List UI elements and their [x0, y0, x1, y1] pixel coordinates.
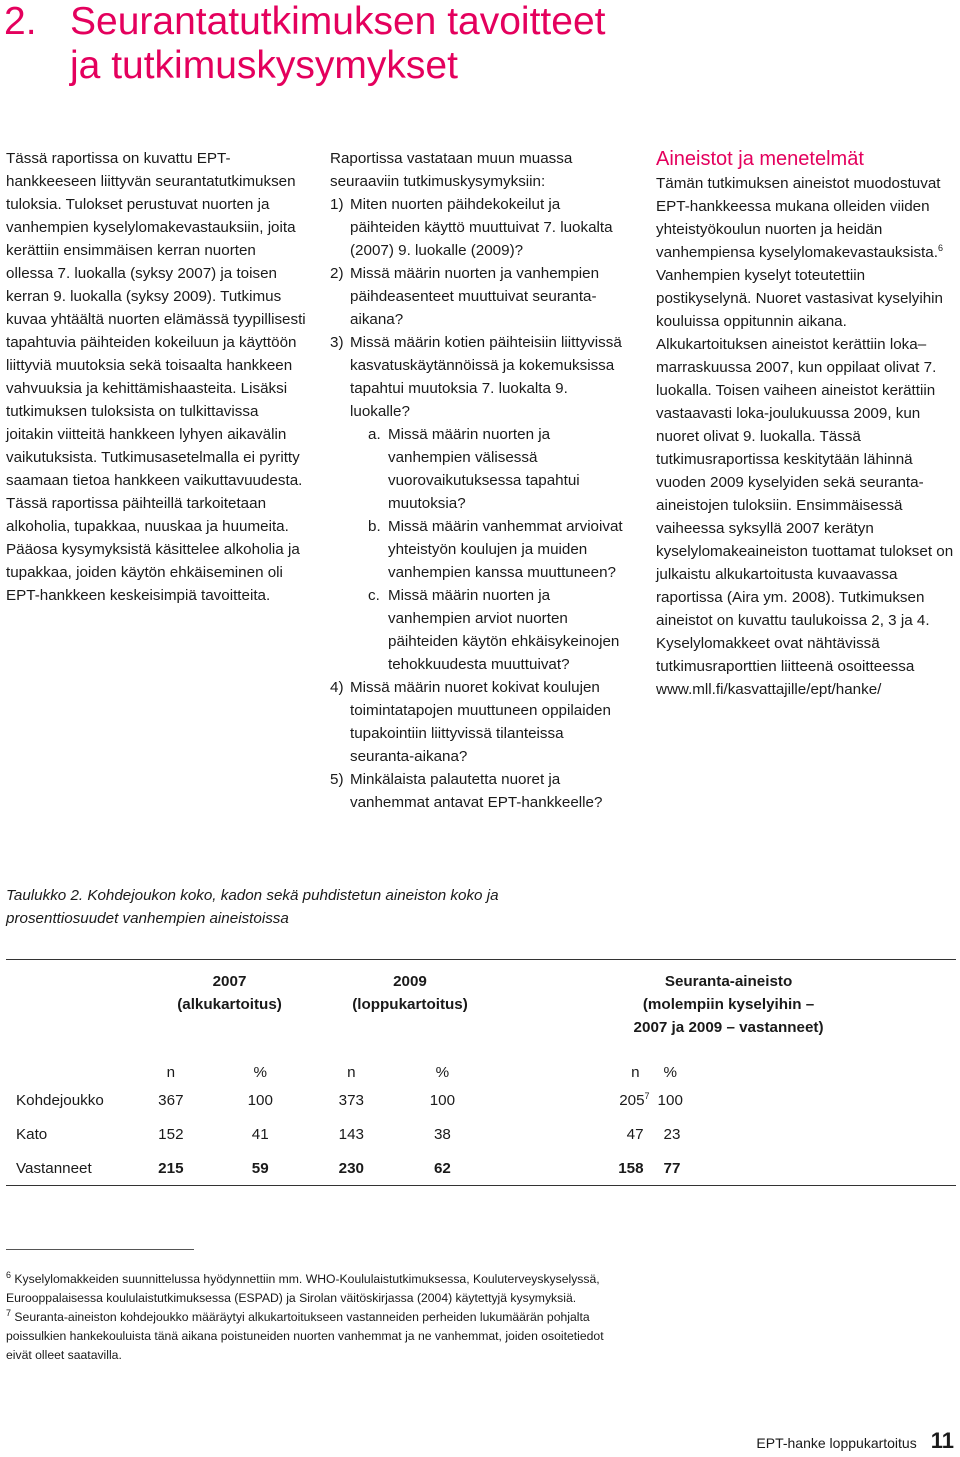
- footnotes: [6, 1270, 626, 1365]
- question-list: [330, 193, 630, 814]
- table-header-row: [6, 960, 956, 1048]
- table-cell: 367: [158, 1091, 184, 1109]
- table-row: [6, 1083, 956, 1117]
- footnote-6: $^6$ Kyselylomakkeiden suunnittelussa hyödynnettiin mm. WHO-Koululaistutkimuksessa, Kouluterveyskyselyssä, Eurooppalaisessa koululaistutkimuksessa (ESPAD) ja Sirolan väitöskirjassa (2004) käytettyjä kysymyksiä.: [6, 1269, 600, 1305]
- question-number: 3): [330, 334, 344, 351]
- methods-text-1: Tämän tutkimuksen aineistot muodostuvat EPT-hankkeessa mukana olleiden viiden yhteistyökoulun nuorten ja heidän vanhempiensa kyselylomakevastauksista.: [656, 175, 941, 261]
- table-subheader: %: [435, 1064, 450, 1081]
- subquestion-item: [350, 584, 630, 676]
- column-intro: [6, 147, 306, 607]
- subquestion-text: Missä määrin nuorten ja vanhempien välisessä vuorovaikutuksessa tapahtui muutoksia?: [388, 426, 580, 512]
- subquestion-item: [350, 515, 630, 584]
- question-item: [330, 331, 630, 676]
- methods-paragraph: [656, 172, 956, 701]
- row-label: Vastanneet: [16, 1159, 92, 1177]
- subquestion-text: Missä määrin vanhemmat arvioivat yhteistyön koulujen ja muiden vanhempien kanssa muuttuneen?: [388, 518, 623, 581]
- table-subheader: %: [663, 1064, 678, 1081]
- chapter-title-line-2: ja tutkimuskysymykset: [70, 44, 458, 87]
- question-item: [330, 768, 630, 814]
- table-subheader: n: [166, 1064, 176, 1081]
- footnote-divider: [6, 1249, 194, 1250]
- subquestion-text: Missä määrin nuorten ja vanhempien arviot nuorten päihteiden käytön ehkäisykeinojen tehokkuudesta muuttuivat?: [388, 587, 620, 673]
- footer-publication-name: EPT-hanke loppukartoitus: [756, 1435, 917, 1451]
- table-cell: 62: [433, 1159, 451, 1177]
- section-heading: Aineistot ja menetelmät: [656, 148, 864, 170]
- question-number: 1): [330, 196, 344, 213]
- table-caption: Taulukko 2. Kohdejoukon koko, kadon sekä puhdistetun aineiston koko ja prosenttiosuudet vanhempien aineistoissa: [6, 887, 499, 927]
- table-cell: 47: [626, 1125, 644, 1143]
- table-cell: 23: [663, 1125, 681, 1143]
- table-header-followup: Seuranta-aineisto (molempiin kyselyihin – 2007 ja 2009 – vastanneet): [633, 973, 824, 1036]
- table-cell: 143: [338, 1125, 364, 1143]
- table-cell: 152: [158, 1125, 184, 1143]
- table-cell: $205^7$: [619, 1090, 650, 1109]
- table-cell: 59: [251, 1159, 269, 1177]
- table-cell: 215: [158, 1159, 184, 1177]
- subquestion-list: [350, 423, 630, 676]
- footnote-7: $^7$ Seuranta-aineiston kohdejoukko määräytyi alkukartoitukseen vastanneiden perheiden lukumäärän pohjalta poissulkien hankekouluista tänä aikana poistuneiden nuorten vanhemmat ja ne vanhemmat, joiden osoitetiedot eivät olleet saatavilla.: [6, 1307, 604, 1362]
- table-subheader-row: [6, 1047, 956, 1083]
- intro-paragraph: Tässä raportissa on kuvattu EPT-hankkeeseen liittyvän seurantatutkimuksen tuloksia. Tulokset perustuvat nuorten ja vanhempien kyselylomakevastauksiin, joita kerättiin ensimmäisen kerran nuorten ollessa 7. luokalla (syksy 2007) ja toisen kerran 9. luokalla (syksy 2009). Tutkimus kuvaa yhtäältä nuorten elämässä tyypillisesti tapahtuvia päihteiden kokeiluun ja käyttöön liittyviä muutoksia sekä toisaalta hankkeen vahvuuksia ja kehittämishaasteita. Lisäksi tutkimuksen tuloksista on tulkittavissa joitakin viitteitä hankkeen lyhyen aikavälin vaikutuksista. Tutkimusasetelmalla ei pyritty saamaan tietoa hankkeen vaikuttavuudesta. Tässä raportissa päihteillä tarkoitetaan alkoholia, tupakkaa, nuuskaa ja huumeita. Pääosa kysymyksistä käsittelee alkoholia ja tupakkaa, joiden käytön ehkäiseminen oli EPT-hankkeen keskeisimpiä tavoitteita.: [6, 150, 306, 604]
- subquestion-item: [350, 423, 630, 515]
- methods-text-2: Vanhempien kyselyt toteutettiin postikyselynä. Nuoret vastasivat kyselyihin kouluissa oppitunnin aikana. Alkukartoituksen aineistot kerättiin loka–marraskuussa 2007, kun oppilaat olivat 7. luokalla. Toisen vaiheen aineistot kerättiin vastaavasti loka-joulukuussa 2009, kun nuoret olivat 9. luokalla. Tässä tutkimusraportissa keskitytään lähinnä vuoden 2009 kyselyiden sekä seuranta-aineistojen tuloksiin. Ensimmäisessä vaiheessa syksyllä 2007 kerätyn kyselylomakeaineiston tuottamat tulokset on julkaistu alkukartoitusta kuvaavassa raportissa (Aira ym. 2008). Tutkimuksen aineistot on kuvattu taulukoissa 2, 3 ja 4. Kyselylomakkeet ovat nähtävissä tutkimusraporttien liitteenä osoitteessa www.mll.fi/kasvattajille/ept/hanke/: [656, 267, 954, 698]
- table-subheader: n: [631, 1064, 640, 1081]
- subquestion-letter: b.: [368, 518, 381, 535]
- question-text: Missä määrin nuoret kokivat koulujen toimintatapojen muuttuneen oppilaiden tupakointiin liittyvissä tilanteissa seuranta-aikana?: [350, 679, 611, 765]
- table-cell: 100: [247, 1091, 273, 1109]
- question-item: [330, 193, 630, 262]
- questions-intro: Raportissa vastataan muun muassa seuraaviin tutkimuskysymyksiin:: [330, 150, 573, 190]
- table-cell: 38: [433, 1125, 451, 1143]
- table-subheader: %: [253, 1064, 267, 1081]
- table-cell: 373: [338, 1091, 364, 1109]
- question-number: 4): [330, 679, 344, 696]
- page-number: 11: [930, 1428, 954, 1453]
- table-cell: 100: [657, 1091, 683, 1109]
- column-research-questions: [330, 147, 630, 814]
- table-row: [6, 1151, 956, 1186]
- table-cell: 77: [663, 1159, 681, 1177]
- question-text: Missä määrin kotien päihteisiin liittyvissä kasvatuskäytännöissä ja kokemuksissa tapahtui muutoksia 7. luokalta 9. luokalle?: [350, 334, 622, 420]
- data-table: [6, 959, 956, 1186]
- column-data-methods: [656, 147, 956, 701]
- table-header-empty: [6, 960, 140, 1048]
- chapter-title-line-1: Seurantatutkimuksen tavoitteet: [70, 0, 606, 43]
- page-footer: [756, 1428, 954, 1454]
- chapter-number: 2.: [4, 0, 37, 43]
- subquestion-letter: c.: [368, 587, 380, 604]
- question-text: Missä määrin nuorten ja vanhempien päihdeasenteet muuttuivat seuranta-aikana?: [350, 265, 600, 328]
- table-cell: 100: [429, 1091, 456, 1109]
- subquestion-letter: a.: [368, 426, 381, 443]
- table-header-2009: 2009 (loppukartoitus): [352, 973, 468, 1013]
- table-cell: 41: [251, 1125, 269, 1143]
- table-row: [6, 1117, 956, 1151]
- table-cell: 230: [338, 1159, 364, 1177]
- table-header-2007: 2007 (alkukartoitus): [177, 973, 282, 1013]
- footnote-ref-7: 7: [644, 1090, 650, 1101]
- question-item: [330, 262, 630, 331]
- question-number: 2): [330, 265, 344, 282]
- table-subheader: n: [347, 1064, 356, 1081]
- question-item: [330, 676, 630, 768]
- question-text: Miten nuorten päihdekokeilut ja päihteiden käyttö muuttuivat 7. luokalta (2007) 9. luokalle (2009)?: [350, 196, 613, 259]
- chapter-title: [4, 0, 605, 88]
- footnote-ref-6: 6: [937, 242, 943, 253]
- table-cell: 158: [618, 1159, 644, 1177]
- row-label: Kato: [16, 1125, 48, 1143]
- question-number: 5): [330, 771, 344, 788]
- question-text: Minkälaista palautetta nuoret ja vanhemmat antavat EPT-hankkeelle?: [350, 771, 603, 811]
- row-label: Kohdejoukko: [16, 1091, 104, 1109]
